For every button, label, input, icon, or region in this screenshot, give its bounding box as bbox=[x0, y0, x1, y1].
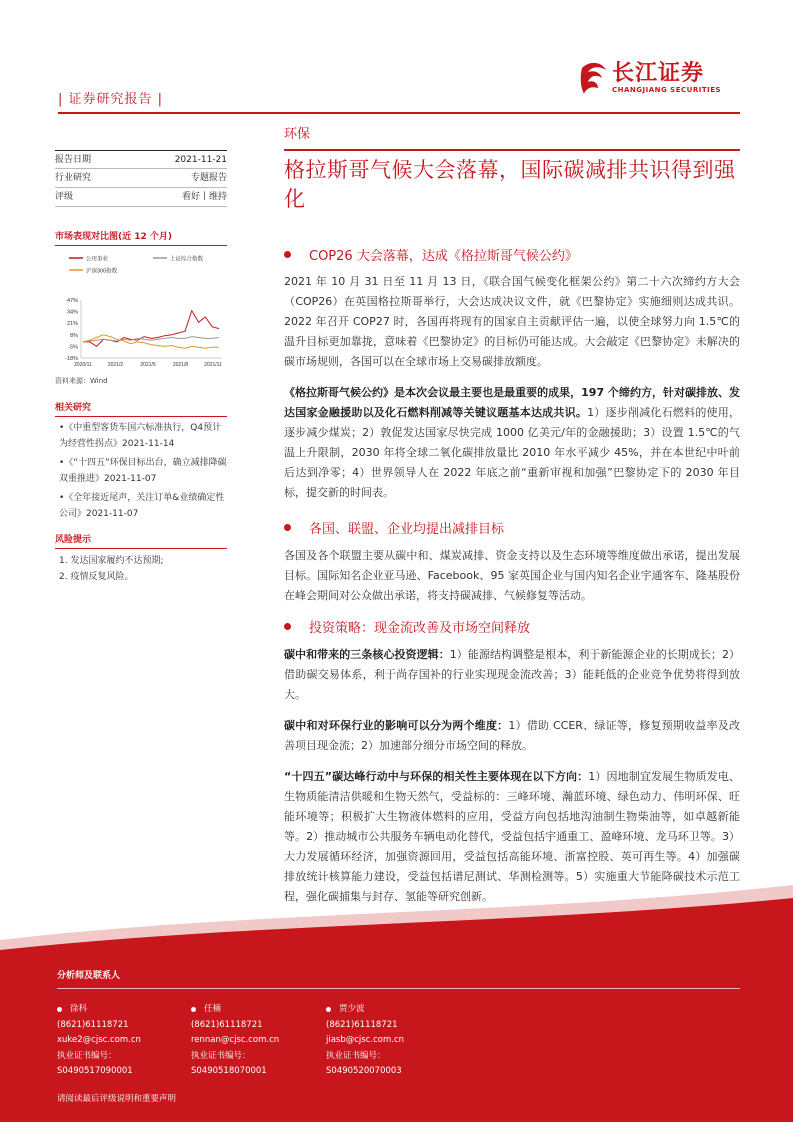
y-tick-label: -18% bbox=[65, 356, 78, 362]
paragraph-body: 1）因地制宜发展生物质发电、生物质能清洁供暖和生物天然气，受益标的：三峰环境、瀚蓝环境、绿色动力、伟明环保、旺能环境等；积极扩大生物液体燃料的应用，受益方向包括地沟油制生物柴油等，如卓越新能等。2）推动城市公共服务车辆电动化替代，受益包括宇通重工、盈峰环境、龙马环卫等。3）大力发展循环经济，加强资源回用，受益包括高能环境、浙富控股、英可再生等。4）加强碳排放统计核算能力建设，受益包括谱尼测试、华测检测等。5）实施重大节能降碳技术示范工程，强化碳捕集与封存、氢能等研究创新。 bbox=[284, 770, 740, 903]
section-heading-text: 投资策略：现金流改善及市场空间释放 bbox=[309, 621, 531, 636]
paragraph-body: 1）能源结构调整是根本，利于新能源企业的长期成长；2）借助碳交易体系，利于尚存国补的行业实现现金流改善；3）能耗低的企业竞争优势将得到放大。 bbox=[284, 648, 740, 701]
x-tick-label: 2021/2 bbox=[107, 362, 124, 368]
risk-section bbox=[55, 532, 227, 585]
rating-value: 看好丨维持 bbox=[181, 192, 227, 202]
section-heading-strategy bbox=[284, 617, 530, 636]
industry-label: 环保 bbox=[284, 127, 311, 142]
paragraph-lead-bold: 碳中和对环保行业的影响可以分为两个维度： bbox=[284, 719, 509, 732]
risk-item: 1. 发达国家履约不达预期; bbox=[59, 556, 164, 566]
risk-title: 风险提示 bbox=[55, 532, 227, 549]
contact-email[interactable]: jiasb@cjsc.com.cn bbox=[326, 1035, 405, 1045]
section-heading-text: COP26 大会落幕，达成《格拉斯哥气候公约》 bbox=[309, 249, 578, 264]
contacts-title: 分析师及联系人 bbox=[57, 971, 121, 981]
paragraph-impact bbox=[284, 716, 740, 756]
paragraph-glasgow-pact bbox=[284, 383, 740, 503]
contact-card bbox=[57, 1002, 187, 1080]
chart-title: 市场表现对比图(近 12 个月) bbox=[55, 229, 227, 246]
disclaimer-link[interactable]: 请阅读最后评级说明和重要声明 bbox=[57, 1094, 177, 1104]
title-divider bbox=[284, 149, 740, 151]
contact-phone: (8621)61118721 bbox=[326, 1019, 398, 1030]
paragraph-cop26-intro: 2021 年 10 月 31 日至 11 月 13 日，《联合国气候变化框架公约》第二十六次缔约方大会（COP26）在英国格拉斯哥举行，大会达成决议文件，就《巴黎协定》实施细则达成共识。2022 年召开 COP27 时，各国再将现有的国家自主贡献评估一遍，以使全球努力向 1.5℃的温升目标更加靠拢，意味着《巴黎协定》的目标仍可能达成。大会敲定《巴黎协定》未解决的碳市场规则，各国可以在全球市场上交易碳排放额度。 bbox=[284, 275, 740, 368]
y-tick-label: -5% bbox=[68, 344, 78, 351]
series-line-2 bbox=[83, 337, 219, 342]
contact-card bbox=[326, 1002, 456, 1080]
paragraph-targets: 各国及各个联盟主要从碳中和、煤炭减排、资金支持以及生态环境等维度做出承诺，提出发展目标。国际知名企业亚马逊、Facebook、95 家英国企业与国内知名企业宇通客车、隆基股份在峰会期间对公众做出承诺，将支持碳减排、气候修复等活动。 bbox=[284, 549, 740, 602]
contact-phone: (8621)61118721 bbox=[191, 1019, 263, 1030]
contact-cert: S0490517090001 bbox=[57, 1066, 133, 1076]
chart-canvas bbox=[55, 250, 227, 374]
x-tick-label: 2020/11 bbox=[74, 362, 92, 368]
meta-value: 专题报告 bbox=[190, 173, 227, 183]
contact-phone: (8621)61118721 bbox=[57, 1019, 129, 1030]
bullet-dot-icon bbox=[57, 1007, 62, 1012]
bullet-dot-icon bbox=[284, 623, 291, 630]
paragraph-body: 1）逐步削减化石燃料的使用，逐步减少煤炭；2）敦促发达国家尽快完成 1000 亿美元/年的金融援助；3）设置 1.5℃的气温上升限制，2030 年将全球二氧化碳排放量比 2010 年水平减少 45%，并在本世纪中叶前后达到净零；4）世界领导人在 2022 年底之前“重新审视和加强”巴黎协定下的 2030 年目标，提交新的时间表。 bbox=[284, 406, 741, 499]
meta-row-rating bbox=[55, 188, 227, 207]
page-title: 格拉斯哥气候大会落幕，国际碳减排共识得到强化 bbox=[284, 158, 736, 211]
contact-email[interactable]: xuke2@cjsc.com.cn bbox=[57, 1035, 141, 1045]
contact-cert: S0490520070003 bbox=[326, 1066, 402, 1076]
related-item[interactable]: •《全年接近尾声，关注订单&业绩确定性公司》2021-11-07 bbox=[59, 493, 225, 519]
meta-row-type bbox=[55, 169, 227, 188]
paragraph-lead-bold: 《格拉斯哥气候公约》是本次会议最主要也是最重要的成果，197 个缔约方，针对碳排放、发达国家金融援助以及化石燃料削减等关键议题基本达成共识。 bbox=[284, 386, 740, 419]
report-meta-table bbox=[55, 150, 227, 207]
section-heading-cop26 bbox=[284, 245, 578, 264]
y-tick-label: 34% bbox=[66, 309, 78, 316]
x-tick-label: 2021/8 bbox=[172, 362, 189, 368]
related-research bbox=[55, 400, 227, 522]
bullet-dot-icon bbox=[326, 1007, 331, 1012]
legend-label: 公用事业 bbox=[86, 256, 109, 263]
paragraph-investment-logic bbox=[284, 645, 740, 705]
market-performance-chart bbox=[55, 229, 227, 386]
bullet-dot-icon bbox=[284, 251, 291, 258]
logo-text-en: CHANGJIANG SECURITIES bbox=[612, 86, 722, 94]
x-tick-label: 2021/11 bbox=[204, 362, 222, 368]
bullet-dot-icon bbox=[284, 524, 291, 531]
meta-row-date bbox=[55, 150, 227, 169]
x-tick-label: 2021/5 bbox=[140, 362, 156, 368]
footer-background bbox=[0, 870, 793, 1122]
logo-mark-icon bbox=[578, 58, 610, 98]
risk-item: 2. 疫情反复风险。 bbox=[59, 572, 134, 582]
section-heading-text: 各国、联盟、企业均提出减排目标 bbox=[309, 522, 505, 537]
company-logo bbox=[578, 56, 738, 102]
paragraph-lead-bold: “十四五”碳达峰行动中与环保的相关性主要体现在以下方向： bbox=[284, 770, 589, 783]
logo-text-cn: 长江证券 bbox=[612, 61, 705, 86]
contact-cert-label: 执业证书编号： bbox=[57, 1050, 117, 1061]
meta-label: 评级 bbox=[55, 192, 74, 202]
contact-cert-label: 执业证书编号： bbox=[191, 1050, 251, 1061]
y-tick-label: 47% bbox=[66, 298, 78, 304]
header-divider bbox=[58, 112, 740, 114]
y-tick-label: 21% bbox=[66, 321, 78, 328]
section-heading-targets bbox=[284, 518, 504, 537]
contact-cert-label: 执业证书编号： bbox=[326, 1050, 386, 1061]
report-type-tag: | 证券研究报告 | bbox=[58, 92, 164, 107]
related-title: 相关研究 bbox=[55, 400, 227, 417]
y-tick-label: 8% bbox=[70, 332, 78, 339]
series-line-3 bbox=[83, 335, 219, 348]
meta-label: 行业研究 bbox=[55, 173, 92, 183]
meta-value: 2021-11-21 bbox=[174, 155, 227, 165]
bullet-dot-icon bbox=[191, 1007, 196, 1012]
paragraph-body: 1）借助 CCER、绿证等，修复预期收益率及改善项目现金流；2）加速部分细分市场空间的释放。 bbox=[284, 719, 741, 752]
paragraph-lead-bold: 碳中和带来的三条核心投资逻辑： bbox=[284, 648, 450, 661]
related-item[interactable]: •《中重型客货车国六标准执行，Q4预计为经营性拐点》2021-11-14 bbox=[59, 423, 222, 449]
contact-name: 贾少波 bbox=[339, 1004, 365, 1014]
meta-label: 报告日期 bbox=[55, 155, 92, 165]
chart-source: 资料来源：Wind bbox=[55, 377, 108, 385]
contact-name: 徐科 bbox=[70, 1004, 88, 1014]
legend-label: 上证综合指数 bbox=[170, 256, 204, 263]
contact-card bbox=[191, 1002, 321, 1080]
contact-name: 任楠 bbox=[204, 1004, 222, 1014]
related-item[interactable]: •《“十四五”环保目标出台，确立减排降碳双重推进》2021-11-07 bbox=[59, 458, 227, 484]
contact-cert: S0490518070001 bbox=[191, 1066, 267, 1076]
series-line-1 bbox=[83, 311, 219, 347]
contact-email[interactable]: rennan@cjsc.com.cn bbox=[191, 1035, 280, 1045]
legend-label: 沪深300指数 bbox=[86, 268, 118, 275]
